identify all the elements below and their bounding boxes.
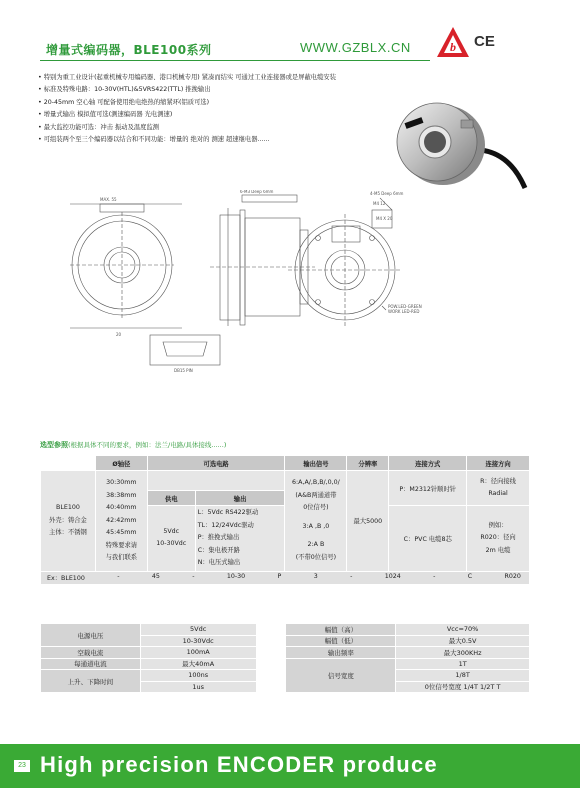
led-label: POW.LED-GREEN — [388, 304, 422, 309]
resolution-cell: 最大5000 — [347, 471, 389, 572]
header-divider — [40, 60, 430, 61]
supply-header: 供电 — [147, 491, 195, 506]
output-option: P：推挽式输出 — [197, 534, 240, 541]
spec-value: 最大300KHz — [396, 647, 530, 659]
feature-item: • 最大监控功能可选：冲击 振动及温度监测 — [38, 122, 458, 134]
feature-item: • 增量式输出 模拟值可选(测速编码器 光电测速) — [38, 109, 458, 121]
connection-top: P：M2312针顺时针 — [389, 471, 467, 506]
example-part: 3 — [313, 573, 318, 580]
direction-text: Radial — [488, 490, 508, 497]
direction-text: R：径向接线 — [480, 477, 516, 485]
shaft-option: 45:45mm — [106, 529, 137, 536]
spec-value: 100mA — [140, 647, 256, 659]
col-header: 连接方向 — [467, 456, 530, 471]
page-title: 增量式编码器，BLE100系列 — [46, 43, 212, 57]
dim-label: M4 X 20 — [376, 216, 393, 221]
footer-slogan: High precision ENCODER produce — [40, 752, 438, 777]
example-part: - — [192, 573, 195, 580]
model-body: 主体：不锈钢 — [49, 529, 87, 536]
output-option: C：集电极开路 — [197, 546, 240, 554]
example-part: 10-30 — [226, 573, 246, 580]
output-cell — [195, 506, 285, 572]
spec-value: 100ns — [140, 670, 256, 682]
spec-label: 输出频率 — [286, 647, 396, 659]
feature-item: • 特别为重工业设计(起重机械专用编码器、港口机械专用) 紧凑而结实 可通过工业连接器或是屏蔽电缆安装 — [38, 72, 458, 84]
feature-item: • 可组装两个至三个编码器以结合和不同功能：增量的 绝对的 测速 超速继电器...... — [38, 134, 458, 146]
signal-option: 2:A B — [307, 541, 325, 549]
spec-value: 最大0.5V — [396, 635, 530, 647]
selection-table — [40, 455, 530, 585]
col-header: 分辨率 — [347, 456, 389, 471]
signal-option: (不带0位信号) — [295, 553, 337, 561]
col-header: 可选电路 — [147, 456, 285, 471]
example-part: - — [350, 573, 353, 580]
direction-text: R020：径向 — [480, 534, 516, 541]
svg-text:b: b — [450, 40, 456, 54]
dim-label: 20 — [116, 332, 122, 337]
selection-note: (根据具体不同的要求，例如：法兰/电路/具体接线......) — [68, 441, 227, 449]
spec-value: 5Vdc — [140, 624, 256, 636]
spec-label: 信号宽度 — [286, 658, 396, 693]
model-cell — [41, 471, 96, 572]
selection-title: 选型参照 — [40, 441, 68, 449]
example-part: Ex：BLE100 — [47, 575, 85, 582]
col-header: 连接方式 — [389, 456, 467, 471]
feature-item: • 标准及特殊电路：10-30V(HTL)&5VRS422(TTL) 推挽输出 — [38, 84, 458, 96]
spec-label: 空载电流 — [41, 647, 141, 659]
example-part: - — [433, 573, 436, 580]
spec-value: 10-30Vdc — [140, 635, 256, 647]
website-url[interactable]: WWW.GZBLX.CN — [300, 40, 411, 55]
direction-top — [467, 471, 530, 506]
spec-value: 最大40mA — [140, 658, 256, 670]
page-number: 23 — [14, 760, 30, 772]
spec-value: 1us — [140, 681, 256, 693]
signal-option: 3:A ,B ,0 — [302, 522, 330, 530]
example-part: - — [117, 573, 120, 580]
selection-heading — [40, 440, 226, 450]
led-label: WORK LED-RED — [388, 309, 420, 314]
spec-value: Vcc=70% — [396, 624, 530, 636]
shaft-option: 特殊要求请 — [105, 541, 138, 549]
example-part: 1024 — [384, 573, 401, 580]
supply-cell — [147, 506, 195, 572]
shaft-cell — [95, 471, 147, 572]
encoder-product-photo — [385, 90, 535, 190]
electrical-specs-table — [40, 623, 530, 693]
output-header: 输出 — [195, 491, 285, 506]
model-housing: 外壳：铸合金 — [49, 516, 87, 524]
dimension-drawings — [70, 190, 520, 380]
triangle-b-logo-icon — [436, 26, 470, 58]
model-name: BLE100 — [56, 504, 80, 511]
signal-cell — [285, 471, 347, 572]
supply-option: 10-30Vdc — [156, 540, 187, 548]
spec-label: 电源电压 — [41, 624, 141, 647]
spec-label: 上升、下降时间 — [41, 670, 141, 693]
spec-label: 每通道电流 — [41, 658, 141, 670]
thread-label: 4-M5 Deep 6mm — [370, 191, 404, 196]
col-header: Ø轴径 — [95, 456, 147, 471]
output-option: L：5Vdc RS422驱动 — [197, 509, 259, 516]
example-row — [41, 571, 530, 584]
ce-mark: CE — [474, 33, 495, 50]
output-option: TL：12/24Vdc驱动 — [197, 521, 254, 529]
shaft-option: 与我们联系 — [105, 554, 138, 561]
spec-value: 0位信号宽度 1/4T 1/2T T — [396, 681, 530, 693]
connection-bottom: C：PVC 电缆8芯 — [389, 506, 467, 572]
spec-label: 幅值（低） — [286, 635, 396, 647]
dim-label: M4 12 — [373, 201, 386, 206]
shaft-option: 40:40mm — [106, 504, 137, 511]
thread-label: 6-M3 Deep 6mm — [240, 190, 274, 194]
direction-text: 2m 电缆 — [485, 546, 511, 554]
signal-option: 0位信号) — [303, 504, 329, 512]
spec-value: 1/8T — [396, 670, 530, 682]
feature-item: • 20-45mm 空心轴 可配备使用绝电绝热的缩紧环(铝质可选) — [38, 97, 458, 109]
shaft-option: 42:42mm — [106, 516, 137, 524]
connector-label: DB15 PIN — [174, 368, 193, 373]
supply-option: 5Vdc — [163, 527, 180, 535]
output-option: N：电压式输出 — [197, 559, 241, 566]
shaft-option: 38:38mm — [106, 491, 137, 499]
signal-option: 6:A,A/,B,B/,0,0/ — [292, 479, 340, 487]
direction-text: 例如： — [488, 521, 508, 529]
example-part: R020 — [504, 573, 521, 580]
direction-bottom — [467, 506, 530, 572]
signal-option: (A&B两通道带 — [295, 491, 337, 499]
example-part: 45 — [151, 573, 160, 580]
shaft-option: 30:30mm — [106, 479, 137, 486]
example-part: P — [277, 573, 282, 580]
spec-label: 幅值（高） — [286, 624, 396, 636]
example-part: C — [467, 573, 473, 580]
dim-label: MAX. 55 — [100, 197, 117, 202]
footer-banner — [0, 744, 580, 788]
col-header: 输出信号 — [285, 456, 347, 471]
spec-value: 1T — [396, 658, 530, 670]
